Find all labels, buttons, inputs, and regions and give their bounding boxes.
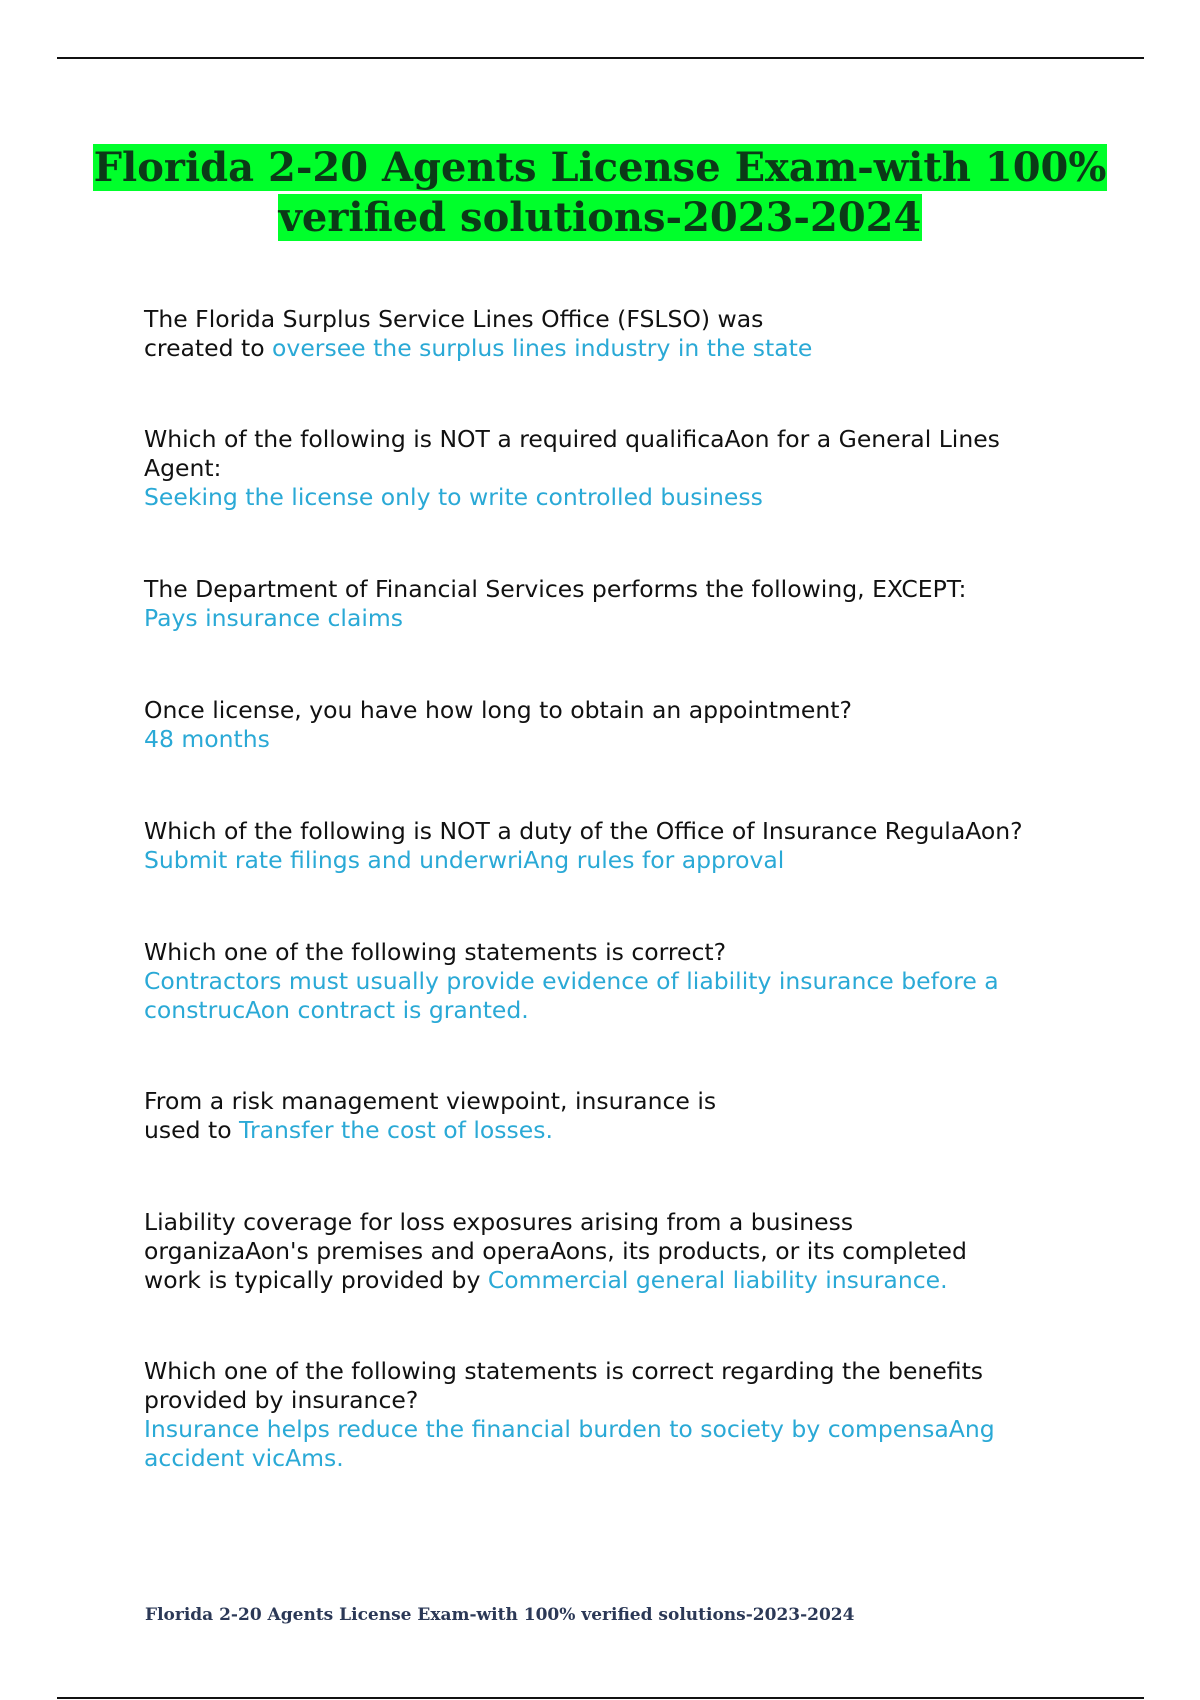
question-text: Which of the following is NOT a duty of the Office of Insurance RegulaAon? xyxy=(144,817,1023,845)
question-text: Which one of the following statements is correct? xyxy=(144,938,727,966)
question-text: Liability coverage for loss exposures arising from a business organizaAon's premises and operaAons, its products, or its completed work is typically provided by xyxy=(144,1208,967,1294)
qa-item-4 xyxy=(144,696,1064,754)
qa-item-5 xyxy=(144,817,1064,875)
answer-text: Pays insurance claims xyxy=(144,604,404,632)
question-text: The Department of Financial Services performs the following, EXCEPT: xyxy=(144,575,967,603)
question-text: Which one of the following statements is correct regarding the benefits provided by insurance? xyxy=(144,1357,984,1414)
question-text: The Florida Surplus Service Lines Office (FSLSO) was created to xyxy=(144,305,764,362)
answer-text: oversee the surplus lines industry in the state xyxy=(272,334,813,362)
qa-item-8 xyxy=(144,1208,1064,1295)
qa-item-6 xyxy=(144,938,1064,1025)
bottom-rule xyxy=(57,1697,1144,1699)
answer-text: 48 months xyxy=(144,725,270,753)
answer-text: Commercial general liability insurance. xyxy=(487,1266,948,1294)
answer-text: Seeking the license only to write controlled business xyxy=(144,483,763,511)
document-title xyxy=(80,143,1120,243)
question-text: Which of the following is NOT a required qualificaAon for a General Lines Agent: xyxy=(144,425,1000,482)
question-text: From a risk management viewpoint, insurance is used to xyxy=(144,1087,717,1144)
qa-item-2 xyxy=(144,425,1064,512)
title-line-2: verified solutions-2023-2024 xyxy=(278,194,922,241)
title-line-1: Florida 2-20 Agents License Exam-with 100% xyxy=(93,144,1107,191)
answer-text: Insurance helps reduce the financial burden to society by compensaAng accident vicAms. xyxy=(144,1415,995,1472)
answer-text: Contractors must usually provide evidence of liability insurance before a construcAon contract is granted. xyxy=(144,967,999,1024)
answer-text: Submit rate filings and underwriAng rules for approval xyxy=(144,846,785,874)
answer-text: Transfer the cost of losses. xyxy=(239,1116,553,1144)
qa-item-1 xyxy=(144,305,1064,363)
qa-item-7 xyxy=(144,1087,1064,1145)
top-rule xyxy=(57,57,1144,59)
qa-item-3 xyxy=(144,575,1064,633)
question-text: Once license, you have how long to obtain an appointment? xyxy=(144,696,852,724)
page-footer: Florida 2-20 Agents License Exam-with 100% verified solutions-2023-2024 xyxy=(145,1605,855,1625)
qa-item-9 xyxy=(144,1357,1064,1473)
